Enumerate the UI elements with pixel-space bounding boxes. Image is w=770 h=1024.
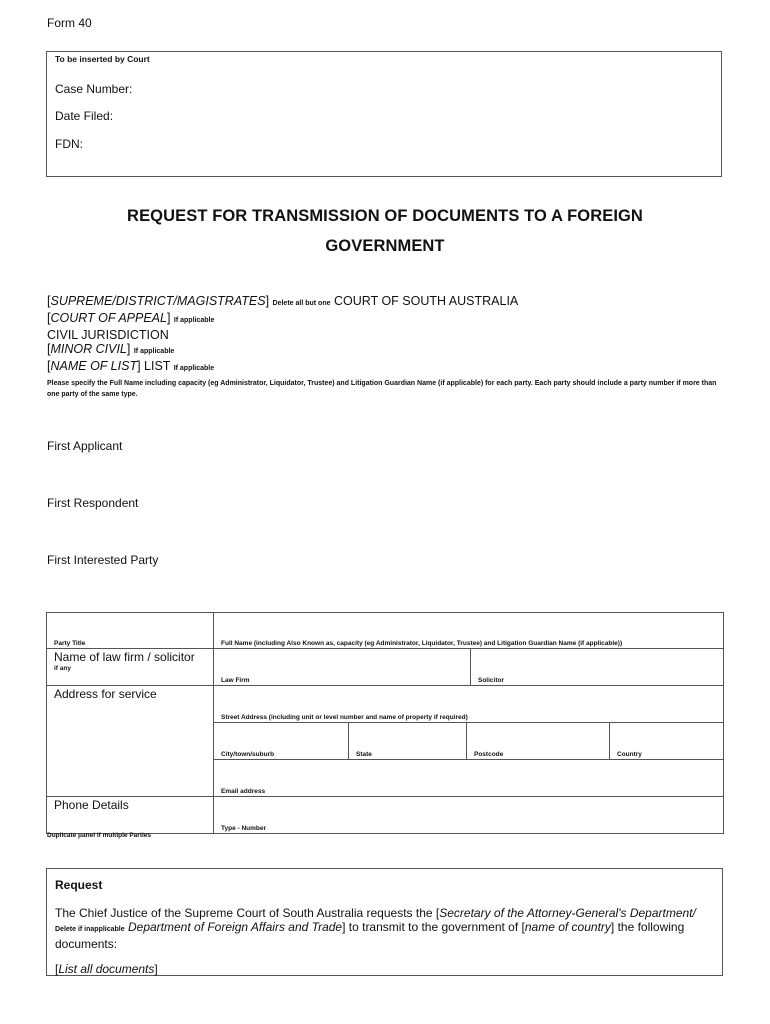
state-caption: State	[356, 751, 372, 758]
request-text-part: name of country	[524, 920, 611, 934]
street-address-caption: Street Address (including unit or level number and name of property if required)	[221, 714, 468, 721]
email-field[interactable]	[214, 760, 724, 797]
law-firm-caption: Law Firm	[221, 677, 250, 684]
document-list-placeholder	[55, 962, 158, 976]
date-filed-label: Date Filed:	[55, 109, 114, 123]
fdn-label: FDN:	[55, 137, 83, 151]
request-heading: Request	[55, 878, 103, 892]
form-number: Form 40	[47, 16, 92, 30]
full-name-cell[interactable]	[214, 613, 724, 649]
duplicate-panel-note: Duplicate panel if multiple Parties	[47, 832, 152, 839]
postcode-caption: Postcode	[474, 751, 504, 758]
court-line-3: CIVIL JURISDICTION	[47, 328, 169, 342]
court-line-1	[47, 294, 518, 311]
solicitor-field[interactable]	[471, 649, 724, 686]
bracket: ] LIST	[137, 359, 171, 373]
request-text	[55, 906, 710, 951]
court-options: SUPREME/DISTRICT/MAGISTRATES	[50, 294, 266, 308]
party-title-caption: Party Title	[54, 640, 86, 647]
postcode-field[interactable]	[467, 723, 610, 760]
court-use-header: To be inserted by Court	[55, 54, 150, 64]
party-details-table	[46, 612, 724, 834]
address-label-cell	[47, 686, 214, 797]
document-title-line-1: REQUEST FOR TRANSMISSION OF DOCUMENTS TO A FOREIGN	[127, 207, 643, 225]
bracket: [	[55, 962, 59, 976]
phone-field[interactable]	[214, 797, 724, 834]
court-note: If applicable	[173, 317, 215, 324]
type-number-caption: Type - Number	[221, 825, 267, 832]
list-name: NAME OF LIST	[50, 359, 138, 373]
court-line-5	[47, 359, 518, 376]
phone-label-cell	[47, 797, 214, 834]
list-documents-text: List all documents	[58, 962, 155, 976]
phone-details-label: Phone Details	[54, 798, 129, 812]
bracket: [	[47, 359, 51, 373]
request-text-part: ] to transmit to the government of [	[342, 920, 525, 934]
court-note: Delete all but one	[272, 300, 331, 307]
first-respondent-label: First Respondent	[47, 496, 139, 510]
law-firm-field[interactable]	[214, 649, 471, 686]
request-text-part: The Chief Justice of the Supreme Court of South Australia requests the [	[55, 906, 440, 920]
country-caption: Country	[617, 751, 642, 758]
if-any-note: if any	[54, 665, 71, 672]
court-line-2	[47, 311, 518, 328]
address-for-service-label: Address for service	[54, 687, 157, 701]
case-number-label: Case Number:	[55, 82, 133, 96]
minor-civil: MINOR CIVIL	[50, 342, 127, 356]
city-caption: City/town/suburb	[221, 751, 275, 758]
bracket: [	[47, 342, 51, 356]
country-field[interactable]	[610, 723, 724, 760]
request-note: Delete if inapplicable	[55, 926, 125, 933]
law-firm-label-cell	[47, 649, 214, 686]
request-text-part: Secretary of the Attorney-General's Department/	[439, 906, 696, 920]
bracket: ]	[265, 294, 270, 308]
document-title-line-2: GOVERNMENT	[325, 237, 445, 255]
court-note: If applicable	[173, 365, 215, 372]
first-applicant-label: First Applicant	[47, 439, 123, 453]
city-field[interactable]	[214, 723, 349, 760]
party-instructions: Please specify the Full Name including capacity (eg Administrator, Liquidator, Trustee) and Litigation Guardian Name (if applicable) for each party. Each party should include a party number if more than one party of the same type.	[47, 380, 717, 398]
bracket: ]	[166, 311, 171, 325]
party-title-cell	[47, 613, 214, 649]
state-field[interactable]	[349, 723, 467, 760]
court-of-appeal: COURT OF APPEAL	[50, 311, 167, 325]
first-interested-party-label: First Interested Party	[47, 553, 159, 567]
solicitor-caption: Solicitor	[478, 677, 505, 684]
street-address-field[interactable]	[214, 686, 724, 723]
court-heading	[47, 294, 518, 376]
request-text-part: ] the following documents:	[55, 920, 685, 951]
request-text-part: Department of Foreign Affairs and Trade	[127, 920, 343, 934]
court-use-box	[46, 51, 722, 177]
email-caption: Email address	[221, 788, 266, 795]
request-box	[46, 868, 723, 976]
bracket: ]	[154, 962, 158, 976]
full-name-caption: Full Name (including Also Known as, capacity (eg Administrator, Liquidator, Trustee) and Litigation Guardian Name (if applicable))	[221, 640, 623, 647]
court-line-4	[47, 342, 518, 359]
court-note: If applicable	[133, 348, 175, 355]
court-name: COURT OF SOUTH AUSTRALIA	[333, 294, 519, 308]
law-firm-label: Name of law firm / solicitor	[54, 650, 195, 664]
bracket: [	[47, 294, 51, 308]
bracket: ]	[126, 342, 131, 356]
bracket: [	[47, 311, 51, 325]
